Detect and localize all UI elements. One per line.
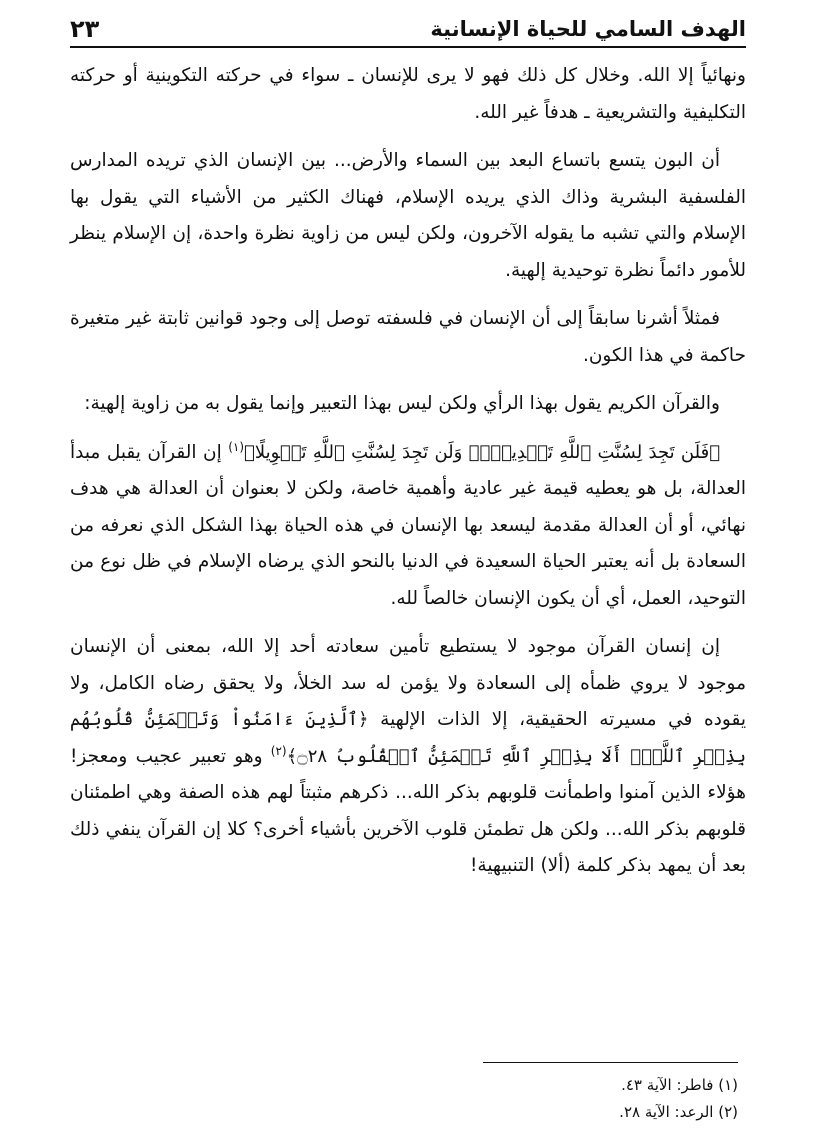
footnote-1: (١) فاطر: الآية ٤٣. xyxy=(621,1076,738,1094)
page-number: ٢٣ xyxy=(70,15,100,43)
footnote-divider xyxy=(483,1062,738,1063)
footnotes xyxy=(238,1072,738,1126)
body-text xyxy=(70,58,746,885)
paragraph-3: فمثلاً أشرنا سابقاً إلى أن الإنسان في فلسفته توصل إلى وجود قوانين ثابتة غير متغيرة حاكمة في هذا الكون. xyxy=(70,308,746,366)
paragraph-2: أن البون يتسع باتساع البعد بين السماء والأرض... بين الإنسان الذي تريده المدارس الفلسفية البشرية وذاك الذي يريده الإسلام، فهناك الكثير من الأشياء التي يقول بها الإسلام والتي تشبه ما يقوله الآخرون، ولكن ليس من زاوية نظرة واحدة، إن الإسلام ينظر للأمور دائماً نظرة توحيدية إلهية. xyxy=(70,150,746,281)
running-title: الهدف السامي للحياة الإنسانية xyxy=(430,17,746,41)
quran-verse-1: ﴿فَلَن تَجِدَ لِسُنَّتِ ٱللَّهِ تَبۡدِيلٗاۖ وَلَن تَجِدَ لِسُنَّتِ ٱللَّهِ تَحۡوِيلًا﴾ xyxy=(244,441,720,463)
page-header xyxy=(70,0,746,48)
paragraph-6-tail: وهو تعبير عجيب ومعجز! هؤلاء الذين آمنوا واطمأنت قلوبهم بذكر الله... ذكرهم مثبتاً لهم هذه الصفة وهي اطمئنان قلوبهم بذكر الله... ولكن هل تطمئن قلوب الآخرين بأشياء أخرى؟ كلا إن القرآن ينفي ذلك بعد أن يمهد بذكر كلمة (ألا) التنبيهية! xyxy=(70,745,746,876)
quran-verse-2: ﴿ٱلَّذِينَ ءَامَنُواْ وَتَطۡمَئِنُّ قُلُوبُهُم بِذِكۡرِ ٱللَّهِۗ أَلَا بِذِكۡرِ ٱللَّهِ تَطۡمَئِنُّ ٱلۡقُلُوبُ ۝٢٨﴾ xyxy=(70,709,746,767)
paragraph-6 xyxy=(70,629,746,885)
footnote-ref-2: (٢) xyxy=(270,743,287,758)
footnote-ref-1: (١) xyxy=(228,439,245,454)
paragraph-1: ونهائياً إلا الله. وخلال كل ذلك فهو لا يرى للإنسان ـ سواء في حركته التكوينية أو حركته التكليفية والتشريعية ـ هدفاً غير الله. xyxy=(70,65,746,123)
paragraph-4: والقرآن الكريم يقول بهذا الرأي ولكن ليس بهذا التعبير وإنما يقول به من زاوية إلهية: xyxy=(84,393,720,414)
paragraph-5 xyxy=(70,435,746,618)
paragraph-5-text: إن القرآن يقبل مبدأ العدالة، بل هو يعطيه قيمة غير عادية وأهمية خاصة، ولكن لا بعنوان أن العدالة هي هدف نهائي، أو أن العدالة مقدمة ليسعد بها الإنسان في هذه الحياة بهذا الشكل الذي نعرفه من السعادة بل أنه يعتبر الحياة السعيدة في الدنيا بالنحو الذي يرضاه الإسلام في ظل نوع من التوحيد، العمل، أي أن يكون الإنسان خالصاً لله. xyxy=(70,441,746,609)
footnote-2: (٢) الرعد: الآية ٢٨. xyxy=(619,1103,738,1121)
paragraph-6-text: إن إنسان القرآن موجود لا يستطيع تأمين سعادته أحد إلا الله، بمعنى أن الإنسان موجود لا يروي ظمأه إلى السعادة ولا يؤمن له سد الخلأ، ولا يحقق رضاه الكامل، ولا يقوده في مسيرته الحقيقية، إلا الذات الإلهية xyxy=(70,636,746,730)
